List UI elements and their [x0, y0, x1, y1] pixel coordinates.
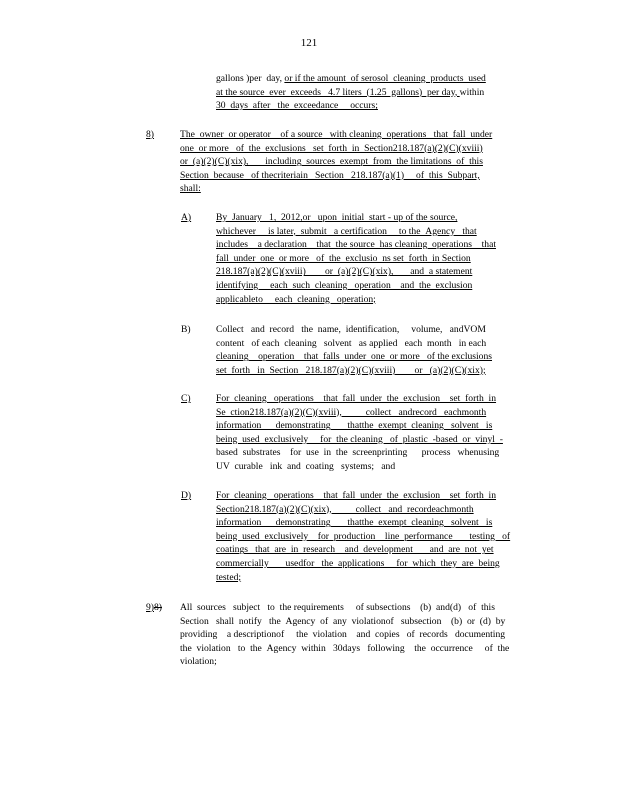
- text-line: [180, 642, 509, 656]
- text-segment: or if the amount of serosol cleaning products used: [284, 73, 486, 84]
- intro-paragraph: [216, 72, 486, 113]
- text-line: [216, 503, 510, 517]
- page-number: 121: [300, 37, 318, 49]
- text-segment: or (a)(2)(C)(xix), including sources exempt from the limitations of this: [180, 156, 483, 168]
- sub-item-c-paragraph: [216, 392, 503, 474]
- text-segment: the violation to the Agency within 30days following the occurrence of the: [180, 642, 510, 654]
- text-line: [180, 601, 509, 615]
- text-segment: 30 days after the exceedance occurs;: [216, 100, 378, 112]
- text-line: [216, 337, 492, 351]
- text-segment: at the source ever exceeds 4.7 liters (1.25 gallons) per day,: [216, 86, 460, 98]
- text-segment: commercially usedfor the applications for which they are being: [216, 557, 500, 569]
- text-segment: violation;: [180, 656, 217, 668]
- text-line: [216, 489, 510, 503]
- text-line: [216, 557, 510, 571]
- text-line: [216, 364, 492, 378]
- text-segment: information demonstrating thatthe exempt cleaning solvent is: [216, 420, 493, 432]
- text-segment: whichever is later, submit a certification to the Agency that: [216, 225, 477, 237]
- text-line: [216, 419, 503, 433]
- text-segment: fall under one or more of the exclusio ns set forth in Section: [216, 252, 471, 264]
- text-line: [180, 628, 509, 642]
- text-segment: For cleaning operations that fall under the exclusion set forth in: [216, 490, 497, 501]
- text-line: [180, 182, 492, 196]
- text-segment: tested;: [216, 571, 242, 583]
- sub-item-b-marker: B): [181, 324, 191, 335]
- text-line: [216, 446, 503, 460]
- item-9-paragraph: [180, 601, 509, 669]
- text-segment: providing a descriptionof the violation and copies of records documenting: [180, 629, 506, 641]
- sub-item-c-marker: C): [181, 393, 191, 404]
- text-segment: 218.187(a)(2)(C)(xviii) or (a)(2)(C)(xix), and a statement: [216, 266, 473, 278]
- text-segment: applicableto each cleaning operation;: [216, 293, 376, 305]
- text-line: [180, 142, 492, 156]
- text-line: [216, 433, 503, 447]
- text-line: [216, 392, 503, 406]
- text-segment: Section218.187(a)(2)(C)(xix), collect and recordeachmonth: [216, 503, 474, 515]
- text-line: [216, 293, 496, 307]
- text-segment: Section shall notify the Agency of any violationof subsection (b) or (d) by: [180, 615, 506, 627]
- text-line: [180, 655, 509, 669]
- text-segment: being used exclusively for the cleaning of plastic -based or vinyl -: [216, 433, 503, 445]
- item-9-new-number: 9): [146, 602, 154, 613]
- text-line: [216, 225, 496, 239]
- text-segment: shall:: [180, 183, 201, 195]
- text-line: [216, 460, 503, 474]
- text-line: [216, 211, 496, 225]
- text-line: [216, 238, 496, 252]
- text-segment: Se ction218.187(a)(2)(C)(xviii), collect andrecord eachmonth: [216, 406, 487, 418]
- text-segment: By January 1, 2012,or upon initial start - up of the source,: [216, 212, 458, 223]
- text-segment: set forth in Section 218.187(a)(2)(C)(xviii) or (a)(2)(C)(xix);: [216, 364, 486, 376]
- text-line: [180, 155, 492, 169]
- text-segment: For cleaning operations that fall under the exclusion set forth in: [216, 393, 497, 404]
- text-line: [216, 86, 486, 100]
- item-9-struck-number: 8): [154, 602, 162, 613]
- sub-item-b-paragraph: [216, 323, 492, 377]
- text-line: [216, 252, 496, 266]
- text-line: [216, 571, 510, 585]
- text-line: [216, 279, 496, 293]
- text-line: [180, 615, 509, 629]
- text-segment: within: [459, 86, 485, 98]
- text-line: [180, 128, 492, 142]
- text-line: [216, 543, 510, 557]
- text-segment: gallons )per day,: [216, 73, 285, 84]
- text-segment: one or more of the exclusions set forth in Section218.187(a)(2)(C)(xviii): [180, 142, 483, 154]
- text-segment: content of each cleaning solvent as applied each month in each: [216, 337, 487, 349]
- item-8-paragraph: [180, 128, 492, 196]
- sub-item-a-marker: A): [181, 212, 192, 223]
- text-segment: Collect and record the name, identification, volume, andVOM: [216, 324, 486, 335]
- text-segment: identifying each such cleaning operation and the exclusion: [216, 279, 473, 291]
- item-8-marker: 8): [146, 129, 154, 140]
- text-segment: cleaning operation that falls under one or more of the exclusions: [216, 351, 493, 363]
- text-segment: UV curable ink and coating systems; and: [216, 460, 396, 472]
- text-line: [216, 265, 496, 279]
- text-segment: Section because of thecriteriain Section 218.187(a)(1) of this Subpart,: [180, 169, 480, 181]
- text-line: [216, 350, 492, 364]
- sub-item-a-paragraph: [216, 211, 496, 306]
- text-segment: The owner or operator of a source with cleaning operations that fall under: [180, 129, 493, 140]
- text-line: [216, 72, 486, 86]
- item-9-marker: [146, 601, 162, 615]
- text-line: [216, 516, 510, 530]
- text-segment: information demonstrating thatthe exempt cleaning solvent is: [216, 517, 493, 529]
- text-segment: coatings that are in research and development and are not yet: [216, 544, 494, 556]
- text-line: [180, 169, 492, 183]
- text-line: [216, 323, 492, 337]
- text-segment: being used exclusively for production line performance testing of: [216, 530, 511, 542]
- text-segment: All sources subject to the requirements of subsections (b) and(d) of this: [180, 602, 495, 613]
- text-line: [216, 530, 510, 544]
- text-line: [216, 406, 503, 420]
- text-segment: based substrates for use in the screenprinting process whenusing: [216, 447, 500, 459]
- text-segment: includes a declaration that the source has cleaning operations that: [216, 239, 496, 251]
- text-line: [216, 99, 486, 113]
- sub-item-d-paragraph: [216, 489, 510, 584]
- sub-item-d-marker: D): [181, 490, 192, 501]
